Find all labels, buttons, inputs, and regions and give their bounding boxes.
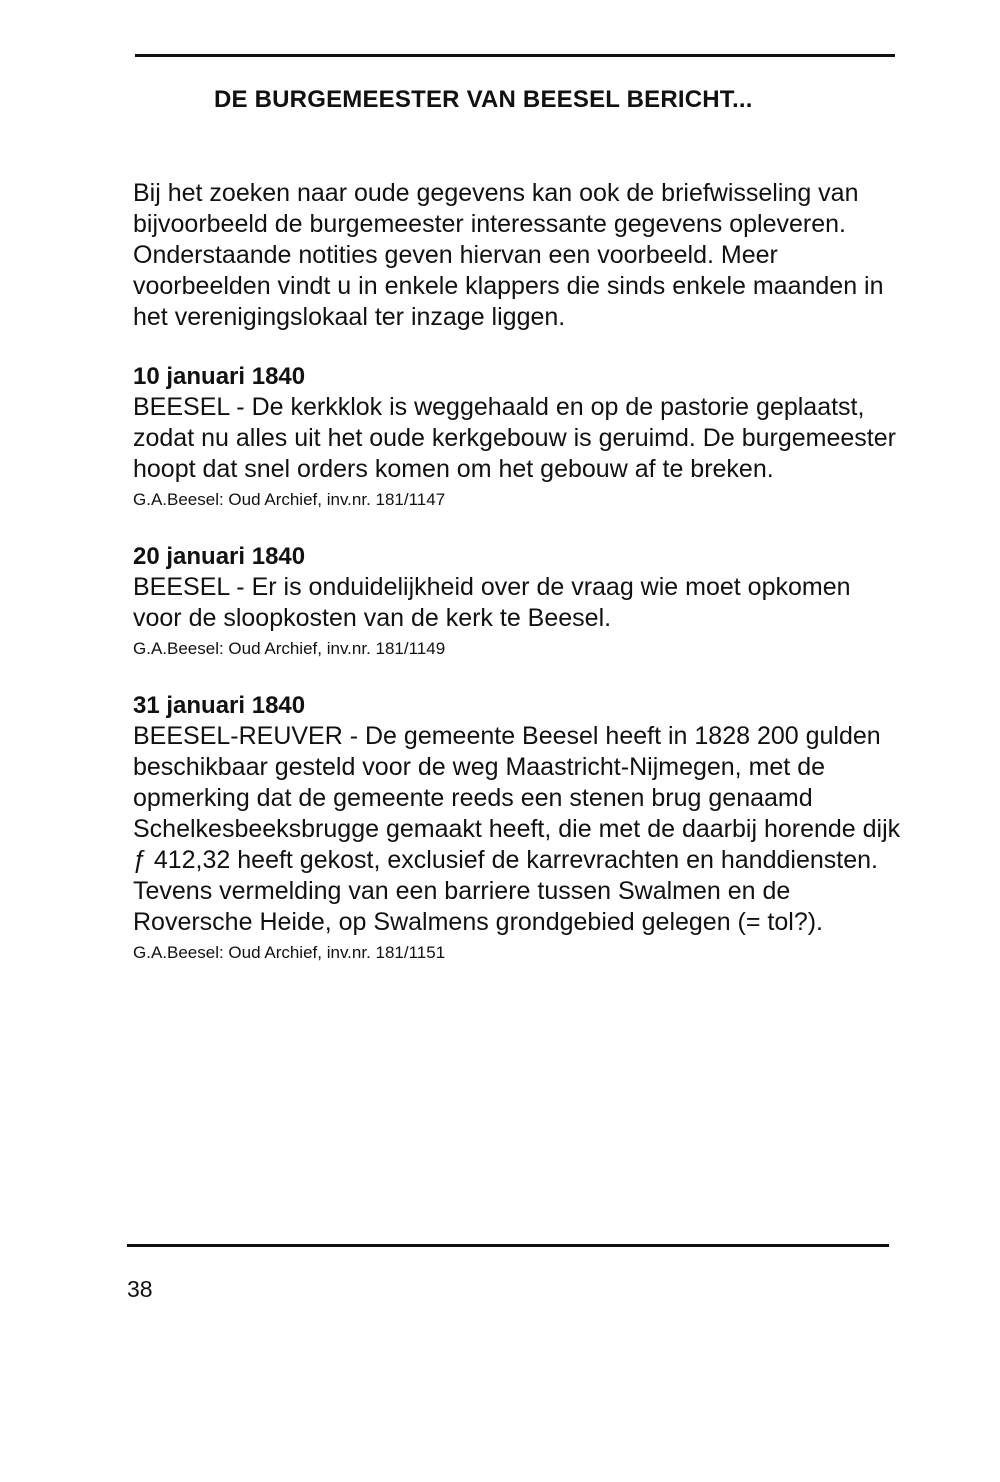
- article-body: [133, 178, 903, 966]
- entry-text: BEESEL-REUVER - De gemeente Beesel heeft in 1828 200 gulden beschikbaar gesteld voor de weg Maastricht-Nijmegen, met de opmerking dat de gemeente reeds een stenen brug genaamd Schelkesbeeksbrugge gemaakt heeft, die met de daarbij horende dijk ƒ 412,32 heeft gekost, exclusief de karrevrachten en handdiensten.: [133, 722, 901, 874]
- entry-text-continued: Tevens vermelding van een barriere tussen Swalmen en de Roversche Heide, op Swalmens grondgebied gelegen (= tol?).: [133, 877, 824, 936]
- entry-3: [133, 690, 903, 966]
- entry-source: G.A.Beesel: Oud Archief, inv.nr. 181/1149: [133, 639, 446, 658]
- page-number: 38: [127, 1276, 153, 1302]
- top-rule: [135, 54, 895, 57]
- entry-text: BEESEL - Er is onduidelijkheid over de vraag wie moet opkomen voor de sloopkosten van de kerk te Beesel.: [133, 573, 851, 632]
- entry-1: [133, 361, 903, 513]
- entry-source: G.A.Beesel: Oud Archief, inv.nr. 181/1151: [133, 943, 446, 962]
- intro-paragraph: Bij het zoeken naar oude gegevens kan ook de briefwisseling van bijvoorbeeld de burgemeester interessante gegevens opleveren. Onderstaande notities geven hiervan een voorbeeld. Meer voorbeelden vindt u in enkele klappers die sinds enkele maanden in het verenigingslokaal ter inzage liggen.: [133, 179, 884, 331]
- entry-date: 20 januari 1840: [133, 543, 306, 570]
- bottom-rule: [127, 1244, 889, 1247]
- page-title: DE BURGEMEESTER VAN BEESEL BERICHT...: [214, 86, 753, 113]
- entry-date: 10 januari 1840: [133, 363, 306, 390]
- entry-2: [133, 541, 903, 662]
- entry-text: BEESEL - De kerkklok is weggehaald en op de pastorie geplaatst, zodat nu alles uit het oude kerkgebouw is geruimd. De burgemeester hoopt dat snel orders komen om het gebouw af te breken.: [133, 393, 896, 483]
- entry-date: 31 januari 1840: [133, 692, 306, 719]
- entry-source: G.A.Beesel: Oud Archief, inv.nr. 181/1147: [133, 490, 446, 509]
